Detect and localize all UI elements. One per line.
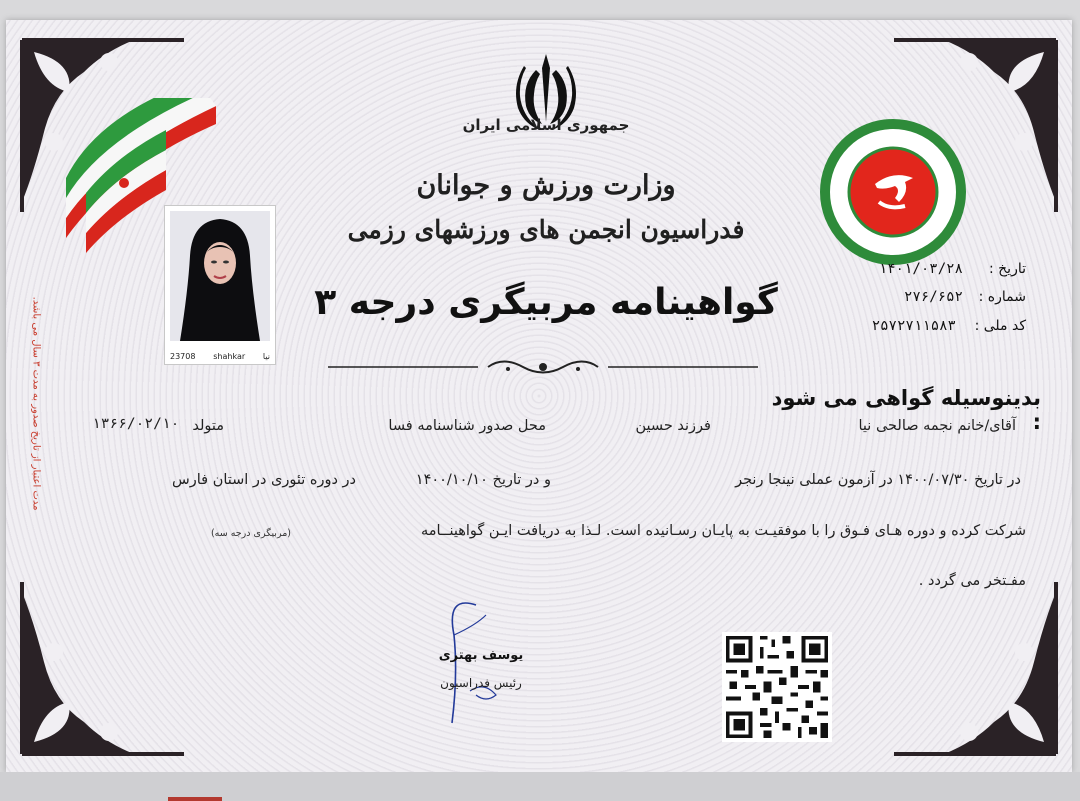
lead-sentence: بدینوسیله گواهی می شود : (771, 386, 1041, 434)
bottom-mark (168, 797, 222, 801)
signatory-role: رئیس فدراسیون (440, 676, 522, 690)
number-value: ۲۷۶/۶۵۲ (903, 289, 963, 305)
honored-sentence: مفـتخر می گردد . (918, 573, 1026, 589)
certificate-sheet (6, 20, 1072, 772)
signatory-name: یوسف بهتری (438, 648, 524, 663)
validity-note: مدت اعتبار از تاریخ صدور به مدت ۳ سال می باشد. (30, 296, 42, 511)
birth-date: ۱۳۶۶/۰۲/۱۰ (92, 416, 180, 432)
theory-date: و در تاریخ ۱۴۰۰/۱۰/۱۰ (415, 472, 551, 488)
holder-name: آقای/خانم نجمه صالحی نیا (858, 418, 1016, 434)
certificate-grade-note: (مربیگری درجه سه) (210, 528, 291, 539)
bottom-strip (0, 772, 1080, 801)
corner-ornament-bottom-right (884, 572, 1064, 762)
completion-sentence: شرکت کرده و دوره هـای فـوق را با موفقیـت به پایـان رسـانیده است. لـذا به دریافت ایـن گواهینــامه (420, 523, 1026, 539)
republic-title: جمهوری اسلامی ایران (462, 116, 630, 134)
national-code-label: کد ملی : (974, 318, 1026, 334)
holder-photo (164, 205, 276, 365)
certificate-title: گواهینامه مربیگری درجه ۳ (314, 282, 778, 323)
title-divider (328, 356, 758, 378)
qr-code[interactable] (722, 632, 832, 742)
ministry-title: وزارت ورزش و جوانان (416, 170, 676, 201)
federation-title: فدراسیون انجمن های ورزشهای رزمی (347, 215, 745, 244)
photo-caption-mid: shahkar (213, 352, 246, 361)
practical-exam-line: در تاریخ ۱۴۰۰/۰۷/۳۰ در آزمون عملی نینجا رنجر (735, 472, 1021, 488)
photo-caption (170, 352, 270, 361)
date-value: ۱۴۰۱/۰۳/۲۸ (878, 261, 963, 277)
date-label: تاریخ : (988, 261, 1026, 277)
number-label: شماره : (978, 289, 1026, 305)
birth-label: متولد (192, 418, 224, 434)
photo-id-number: 23708 (170, 352, 196, 361)
corner-ornament-bottom-left (14, 572, 194, 762)
photo-caption-right: نیا (262, 352, 270, 361)
national-code-value: ۲۵۷۲۷۱۱۵۸۳ (871, 318, 956, 334)
federation-logo (819, 118, 967, 266)
issue-place: محل صدور شناسنامه فسا (388, 418, 546, 434)
portrait-image (170, 211, 270, 341)
father-name: فرزند حسین (635, 418, 711, 434)
theory-course: در دوره تئوری در استان فارس (172, 472, 356, 488)
